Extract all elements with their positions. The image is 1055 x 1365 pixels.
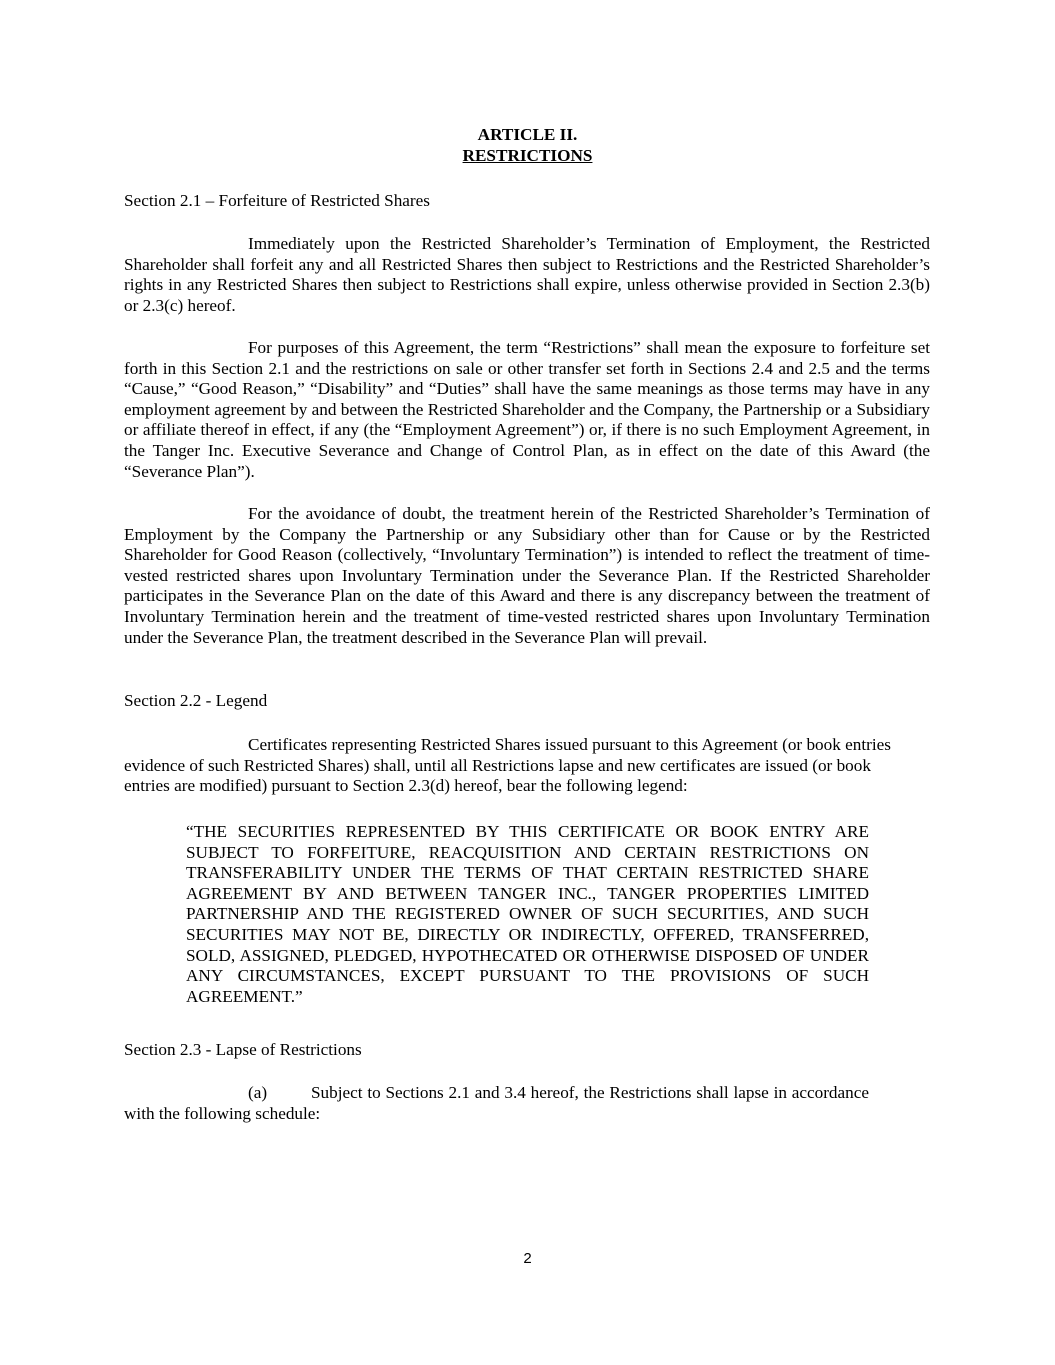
page-number: 2 bbox=[523, 1250, 532, 1267]
legend-text: “THE SECURITIES REPRESENTED BY THIS CERTIFICATE OR BOOK ENTRY ARE SUBJECT TO FORFEITURE, REACQUISITION AND CERTAIN RESTRICTIONS ON TRANSFERABILITY UNDER THE TERMS OF THAT CERTAIN RESTRICTED SHARE AGREEMENT BY AND BETWEEN TANGER INC., TANGER PROPERTIES LIMITED PARTNERSHIP AND THE REGISTERED OWNER OF SUCH SECURITIES, AND SUCH SECURITIES MAY NOT BE, DIRECTLY OR INDIRECTLY, OFFERED, TRANSFERRED, SOLD, ASSIGNED, PLEDGED, HYPOTHECATED OR OTHERWISE DISPOSED OF UNDER ANY CIRCUMSTANCES, EXCEPT PURSUANT TO THE PROVISIONS OF SUCH AGREEMENT.” bbox=[186, 822, 869, 1006]
section-2-3-a-paragraph bbox=[124, 1083, 869, 1124]
section-2-1-paragraph-2: For purposes of this Agreement, the term “Restrictions” shall mean the exposure to forfeiture set forth in this Section 2.1 and the restrictions on sale or other transfer set forth in Sections 2.4 and 2.5 and the terms “Cause,” “Good Reason,” “Disability” and “Duties” shall have the same meanings as those terms may have in any employment agreement by and between the Restricted Shareholder and the Company, the Partnership or a Subsidiary or affiliate thereof in effect, if any (the “Employment Agreement”) or, if there is no such Employment Agreement, in the Tanger Inc. Executive Severance and Change of Control Plan, as in effect on the date of this Award (the “Severance Plan”). bbox=[124, 338, 930, 481]
section-2-1-paragraph-1: Immediately upon the Restricted Shareholder’s Termination of Employment, the Restricted Shareholder shall forfeit any and all Restricted Shares then subject to Restrictions and the Restricted Shareholder’s rights in any Restricted Shares then subject to Restrictions shall expire, unless otherwise provided in Section 2.3(b) or 2.3(c) hereof. bbox=[124, 234, 930, 315]
section-2-1-paragraph-3: For the avoidance of doubt, the treatment herein of the Restricted Shareholder’s Termination of Employment by the Company the Partnership or any Subsidiary other than for Cause or by the Restricted Shareholder for Good Reason (collectively, “Involuntary Termination”) is intended to reflect the treatment of time-vested restricted shares upon Involuntary Termination under the Severance Plan. If the Restricted Shareholder participates in the Severance Plan on the date of this Award and there is any discrepancy between the treatment of Involuntary Termination herein and the treatment of time-vested restricted shares upon Involuntary Termination under the Severance Plan, the treatment described in the Severance Plan will prevail. bbox=[124, 504, 930, 647]
article-title: RESTRICTIONS bbox=[462, 145, 593, 165]
article-title-block bbox=[0, 125, 1055, 166]
item-text: Subject to Sections 2.1 and 3.4 hereof, the Restrictions shall lapse in accordance with the following schedule: bbox=[124, 1083, 869, 1123]
section-2-2-heading: Section 2.2 - Legend bbox=[124, 691, 268, 710]
section-2-3-heading: Section 2.3 - Lapse of Restrictions bbox=[124, 1040, 362, 1059]
item-marker: (a) bbox=[248, 1083, 268, 1102]
section-2-1-heading: Section 2.1 – Forfeiture of Restricted Shares bbox=[124, 191, 430, 210]
section-2-2-paragraph-1: Certificates representing Restricted Shares issued pursuant to this Agreement (or book entries evidence of such Restricted Shares) shall, until all Restrictions lapse and new certificates are issued (or book entries are modified) pursuant to Section 2.3(d) hereof, bear the following legend: bbox=[124, 735, 891, 796]
article-number: ARTICLE II. bbox=[477, 125, 578, 144]
